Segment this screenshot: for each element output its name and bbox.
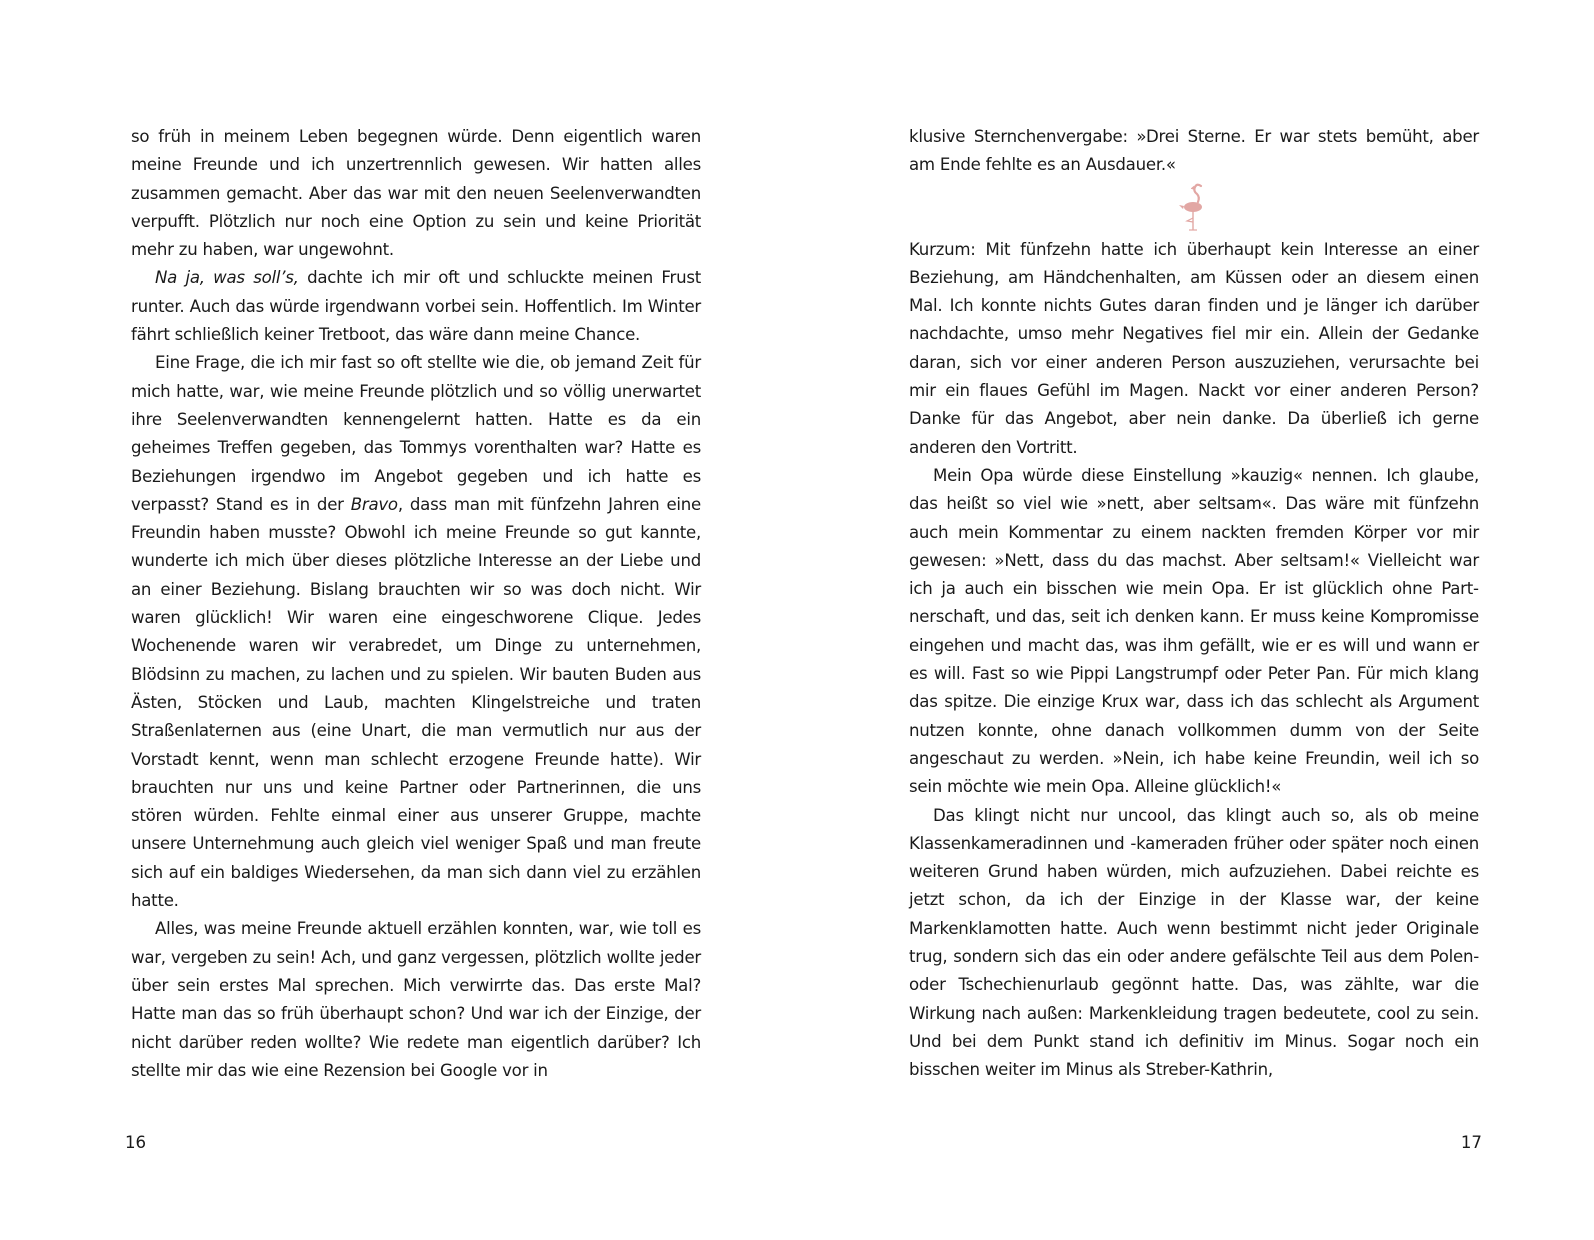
paragraph-text: , dass man mit fünfzehn Jahren eine Freundin haben musste? Obwohl ich meine Freunde so gut kannte, wunderte ich mich über dieses plötzliche Interesse an der Liebe und an einer Beziehung. Bislang brauchten wir so was doch nicht. Wir waren glücklich! Wir waren eine eingeschworene Clique. Jedes Wochenende waren wir verabredet, um Dinge zu unternehmen, Blödsinn zu machen, zu lachen und zu spielen. Wir bauten Buden aus Ästen, Stöcken und Laub, machten Klingelstreiche und traten Straßenlaternen aus (eine Unart, die man vermutlich nur aus der Vorstadt kennt, wenn man schlecht erzogene Freunde hatte). Wir brauchten nur uns und keine Partner oder Partnerinnen, die uns stören würden. Fehlte einmal einer aus unserer Gruppe, machte unsere Unternehmung auch gleich viel weniger Spaß und man freute sich auf ein baldiges Wiedersehen, da man sich dann viel zu erzählen hatte. — [131, 494, 701, 911]
paragraph — [131, 264, 701, 349]
paragraph-continued: Kurzum: Mit fünfzehn hatte ich überhaupt kein Interesse an einer Beziehung, am Händchenhalten, am Küssen oder an diesem einen Mal. Ich konnte nichts Gutes daran finden und je länger ich darüber nachdachte, umso mehr Negatives fiel mir ein. Allein der Gedanke daran, sich vor einer anderen Person auszuziehen, verursachte bei mir ein flaues Gefühl im Magen. Nackt vor einer anderen Person? Danke für das Angebot, aber nein danke. Da überließ ich gerne anderen den Vortritt. — [909, 239, 1479, 457]
page-number: 16 — [125, 1133, 147, 1152]
italic-title: Bravo — [350, 494, 398, 514]
paragraph — [131, 349, 701, 915]
paragraph: Das klingt nicht nur uncool, das klingt auch so, als ob meine Klassenkameradinnen und -kameraden früher oder später noch einen weiteren Grund haben würden, mich aufzuziehen. Dabei reichte es jetzt schon, da ich der Einzige in der Klasse war, der keine Markenklamotten hatte. Auch wenn bestimmt nicht jeder Originale trug, sondern sich das ein oder andere gefälschte Teil aus dem Polen- oder Tschechienurlaub gegönnt hatte. Das, was zählte, war die Wirkung nach außen: Markenkleidung tragen bedeutete, cool zu sein. Und bei dem Punkt stand ich definitiv im Minus. Sogar noch ein bisschen weiter im Minus als Streber-Kathrin, — [909, 805, 1479, 1080]
paragraph: Mein Opa würde diese Einstellung »kauzig« nennen. Ich glaube, das heißt so viel wie »nett, aber seltsam«. Das wäre mit fünfzehn auch mein Kommentar zu einem nackten fremden Körper vor mir gewesen: »Nett, dass du das machst. Aber seltsam!« Vielleicht war ich ja auch ein bisschen wie mein Opa. Er ist glücklich ohne Partnerschaft, und das, seit ich denken kann. Er muss keine Kompromisse eingehen und macht das, was ihm gefällt, wie er es will und wann er es will. Fast so wie Pippi Langstrumpf oder Peter Pan. Für mich klang das spitze. Die einzige Krux war, dass ich das schlecht als Argument nutzen konnte, ohne danach vollkommen dumm von der Seite angeschaut zu werden. »Nein, ich habe keine Freundin, weil ich so sein möchte wie mein Opa. Alleine glücklich!« — [909, 465, 1479, 797]
paragraph: Alles, was meine Freunde aktuell erzählen konnten, war, wie toll es war, vergeben zu sein! Ach, und ganz vergessen, plötzlich wollte jeder über sein erstes Mal sprechen. Mich verwirrte das. Das erste Mal? Hatte man das so früh überhaupt schon? Und war ich der Einzige, der nicht darüber reden wollte? Wie redete man eigentlich darüber? Ich stellte mir das wie eine Rezension bei Google vor in — [131, 919, 701, 1080]
page-number: 17 — [1460, 1133, 1482, 1152]
paragraph-continued: so früh in meinem Leben begegnen würde. Denn eigentlich waren meine Freunde und ich unzertrennlich gewesen. Wir hatten alles zusammen gemacht. Aber das war mit den neuen Seelenverwandten verpufft. Plötzlich nur noch eine Option zu sein und keine Priorität mehr zu haben, war ungewohnt. — [131, 127, 701, 260]
italic-phrase: Na ja, was soll’s, — [155, 268, 299, 288]
paragraph-text: Eine Frage, die ich mir fast so oft stellte wie die, ob jemand Zeit für mich hatte, war, wie meine Freunde plötzlich und so völlig unerwartet ihre Seelenverwandten kennengelernt hatten. Hatte es da ein geheimes Treffen gegeben, das Tommys vorenthalten war? Hatte es Beziehungen irgendwo im Angebot gegeben und ich hatte es verpasst? Stand es in der — [131, 353, 701, 514]
right-text-column — [909, 123, 1479, 1085]
right-page — [797, 0, 1594, 1240]
flamingo-icon — [1174, 180, 1214, 236]
paragraph-text: dachte ich mir oft und schluckte meinen Frust runter. Auch das würde irgendwann vorbei sein. Hoffentlich. Im Winter fährt schließlich keiner Tretboot, das wäre dann meine Chance. — [131, 268, 701, 345]
left-text-column — [131, 123, 701, 1085]
paragraph-continued: klusive Sternchenvergabe: »Drei Sterne. Er war stets bemüht, aber am Ende fehlte es an Ausdauer.« — [909, 127, 1479, 175]
